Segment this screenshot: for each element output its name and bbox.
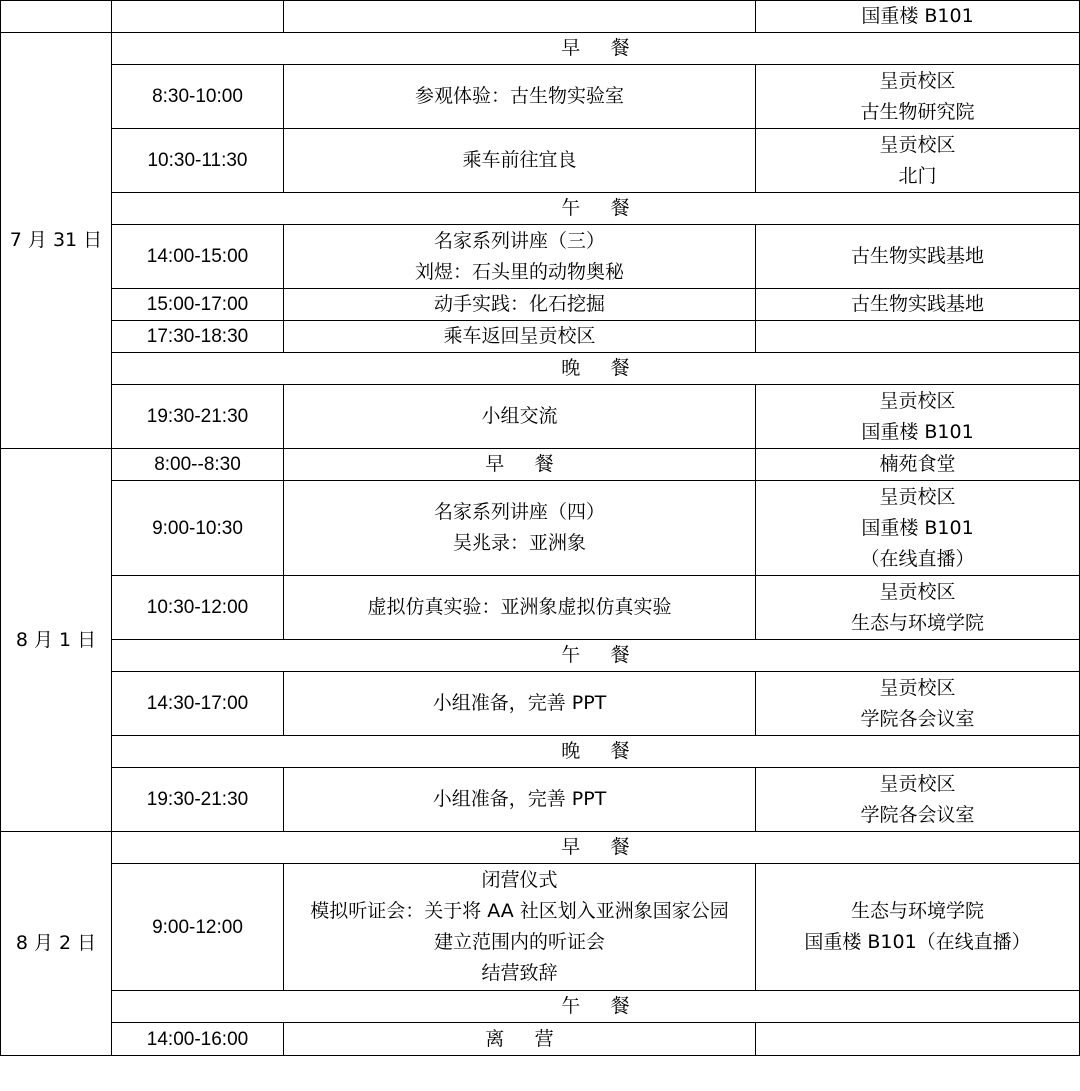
meal-row: [1, 193, 1080, 225]
activity-cell: [284, 576, 756, 640]
schedule-row: [1, 672, 1080, 736]
location-cell: [756, 321, 1080, 353]
text-line: 呈贡校区: [879, 69, 956, 92]
location-cell: [756, 1023, 1080, 1056]
text-line: 呈贡校区: [879, 389, 956, 412]
activity-cell: [284, 289, 756, 321]
text-line: 名家系列讲座（四）: [433, 501, 605, 523]
time-cell: 17:30-18:30: [112, 321, 284, 353]
meal-row: [1, 832, 1080, 864]
text-line: 小组准备，完善 PPT: [432, 692, 607, 714]
time-cell: 19:30-21:30: [112, 768, 284, 832]
meal-label: 午餐: [561, 644, 661, 666]
meal-row: [1, 640, 1080, 672]
activity-cell: [284, 225, 756, 289]
activity-cell-empty: [284, 1, 756, 33]
location-cell: [756, 289, 1080, 321]
activity-cell: [284, 129, 756, 193]
activity-cell: [284, 385, 756, 449]
time-cell: 10:30-12:00: [112, 576, 284, 640]
date-cell: 8 月 1 日: [1, 449, 112, 832]
text-line: 呈贡校区: [879, 133, 956, 156]
meal-row: [1, 33, 1080, 65]
schedule-row: [1, 864, 1080, 991]
activity-cell: [284, 768, 756, 832]
schedule-row: [1, 1023, 1080, 1056]
text-line: 呈贡校区: [879, 676, 956, 699]
text-line: 楠苑食堂: [879, 453, 956, 475]
meal-row: [1, 991, 1080, 1023]
text-line: 生态与环境学院: [850, 900, 984, 922]
location-cell: [756, 385, 1080, 449]
text-line: 参观体验：古生物实验室: [414, 85, 624, 107]
meal-cell: [112, 736, 1080, 768]
text-line: 结营致辞: [481, 962, 558, 984]
meal-cell: [112, 991, 1080, 1023]
meal-label: 午餐: [561, 197, 661, 219]
time-cell: 14:30-17:00: [112, 672, 284, 736]
text-line: 北门: [898, 164, 937, 187]
text-line: 国重楼 B101（在线直播）: [804, 931, 1031, 953]
text-line: 闭营仪式: [481, 869, 558, 891]
text-line: 乘车前往宜良: [462, 149, 577, 171]
text-line: 模拟听证会：关于将 AA 社区划入亚洲象国家公园: [310, 900, 729, 922]
activity-cell: [284, 449, 756, 481]
meal-cell: [112, 353, 1080, 385]
location-cell: [756, 576, 1080, 640]
text-line: 名家系列讲座（三）: [433, 229, 605, 252]
text-line: 建立范围内的听证会: [433, 931, 605, 953]
meal-label: 早餐: [561, 836, 661, 858]
text-line: 虚拟仿真实验：亚洲象虚拟仿真实验: [367, 596, 672, 618]
text-line: 动手实践：化石挖掘: [433, 293, 605, 315]
activity-cell: [284, 321, 756, 353]
text-line: 呈贡校区: [879, 485, 956, 508]
schedule-row: [1, 65, 1080, 129]
text-line: 国重楼 B101: [861, 420, 974, 443]
meal-cell: [112, 832, 1080, 864]
meal-label: 早餐: [561, 37, 661, 59]
time-cell: 9:00-12:00: [112, 864, 284, 991]
meal-label: 晚餐: [561, 740, 661, 762]
meal-row: [1, 353, 1080, 385]
meal-label: 晚餐: [561, 357, 661, 379]
text-line: 古生物实践基地: [850, 245, 984, 267]
text-line: 早餐: [485, 453, 585, 475]
time-cell: 10:30-11:30: [112, 129, 284, 193]
table-row-continued: [1, 1, 1080, 33]
text-line: 呈贡校区: [879, 580, 956, 603]
meal-row: [1, 736, 1080, 768]
meal-cell: [112, 640, 1080, 672]
text-line: 古生物研究院: [860, 100, 975, 123]
schedule-row: [1, 225, 1080, 289]
meal-cell: [112, 193, 1080, 225]
text-line: 呈贡校区: [879, 772, 956, 795]
location-cell: [756, 65, 1080, 129]
time-cell: 14:00-15:00: [112, 225, 284, 289]
activity-cell: [284, 672, 756, 736]
time-cell: 15:00-17:00: [112, 289, 284, 321]
text-line: 刘煜：石头里的动物奥秘: [414, 260, 624, 283]
meal-label: 午餐: [561, 995, 661, 1017]
text-line: （在线直播）: [860, 547, 975, 570]
location-cell: [756, 864, 1080, 991]
activity-cell: [284, 481, 756, 576]
time-cell: 19:30-21:30: [112, 385, 284, 449]
schedule-row: [1, 768, 1080, 832]
activity-cell: [284, 864, 756, 991]
text-line: 古生物实践基地: [850, 293, 984, 315]
schedule-row: [1, 481, 1080, 576]
schedule-row: [1, 289, 1080, 321]
date-cell-empty: [1, 1, 112, 33]
location-cell: [756, 672, 1080, 736]
time-cell: 8:00--8:30: [112, 449, 284, 481]
text-line: 生态与环境学院: [850, 611, 984, 634]
text-line: 乘车返回呈贡校区: [443, 325, 596, 347]
text-line: 学院各会议室: [860, 803, 975, 826]
schedule-row: [1, 576, 1080, 640]
time-cell-empty: [112, 1, 284, 33]
text-line: 小组准备，完善 PPT: [432, 788, 607, 810]
location-cell: [756, 449, 1080, 481]
text-line: 吴兆录：亚洲象: [452, 532, 586, 554]
schedule-row: [1, 385, 1080, 449]
activity-cell: [284, 65, 756, 129]
schedule-row: [1, 449, 1080, 481]
location-cell: [756, 481, 1080, 576]
activity-cell: [284, 1023, 756, 1056]
text-line: 离营: [485, 1027, 585, 1050]
location-cell: [756, 768, 1080, 832]
text-line: 国重楼 B101: [861, 516, 974, 539]
schedule-row: [1, 321, 1080, 353]
text-line: 国重楼 B101: [861, 5, 974, 27]
meal-cell: [112, 33, 1080, 65]
schedule-row: [1, 129, 1080, 193]
text-line: 小组交流: [481, 405, 558, 427]
date-cell: 8 月 2 日: [1, 832, 112, 1056]
text-line: 学院各会议室: [860, 707, 975, 730]
location-cell: [756, 129, 1080, 193]
location-cell: [756, 225, 1080, 289]
location-cell: [756, 1, 1080, 33]
time-cell: 9:00-10:30: [112, 481, 284, 576]
time-cell: 14:00-16:00: [112, 1023, 284, 1056]
date-cell: 7 月 31 日: [1, 33, 112, 449]
time-cell: 8:30-10:00: [112, 65, 284, 129]
